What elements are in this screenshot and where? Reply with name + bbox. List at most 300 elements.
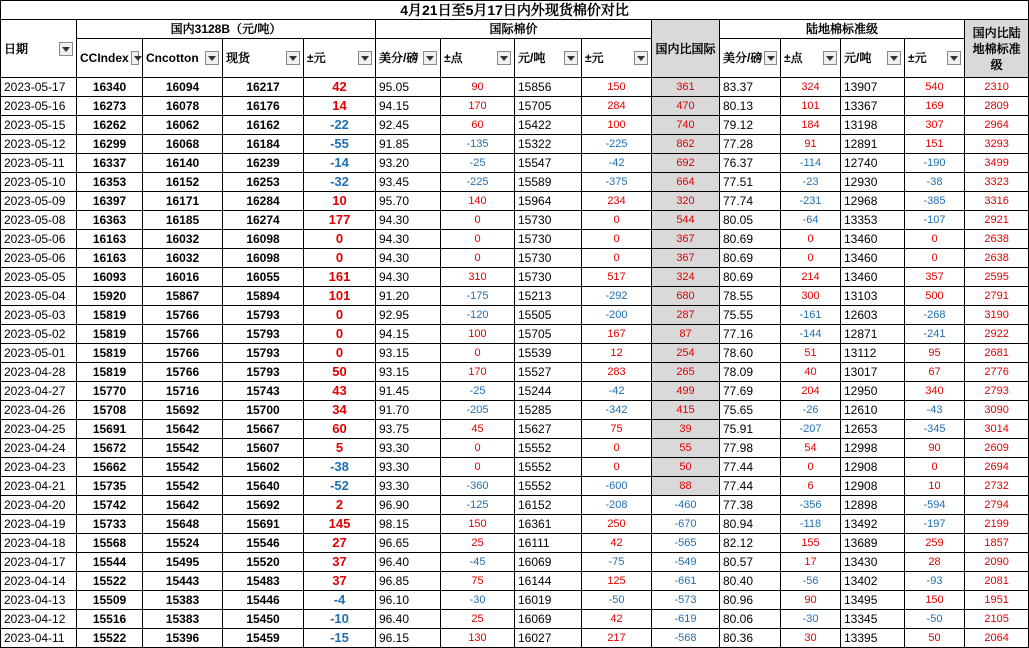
cell-land-change[interactable]: 307 [905, 116, 965, 135]
cell-ccindex[interactable]: 16337 [77, 154, 143, 173]
cell-domestic-vs-intl[interactable]: 55 [652, 439, 720, 458]
cell-land-points[interactable]: 40 [781, 363, 841, 382]
cell-land-cents[interactable]: 83.37 [720, 78, 781, 97]
cell-domestic-vs-intl[interactable]: -661 [652, 572, 720, 591]
cell-domestic-change[interactable]: 43 [304, 382, 376, 401]
cell-intl-points[interactable]: 100 [441, 325, 515, 344]
filter-dropdown-icon[interactable] [947, 51, 961, 65]
cell-land-change[interactable]: -38 [905, 173, 965, 192]
cell-intl-cents[interactable]: 94.30 [376, 230, 441, 249]
cell-land-change[interactable]: -345 [905, 420, 965, 439]
cell-domestic-vs-land[interactable]: 2081 [965, 572, 1029, 591]
cell-land-cents[interactable]: 77.69 [720, 382, 781, 401]
cell-cncotton[interactable]: 16185 [143, 211, 223, 230]
cell-intl-yuan[interactable]: 15730 [515, 211, 582, 230]
cell-cncotton[interactable]: 15766 [143, 325, 223, 344]
header-cncotton[interactable] [143, 39, 223, 78]
cell-ccindex[interactable]: 15819 [77, 306, 143, 325]
cell-intl-yuan[interactable]: 15964 [515, 192, 582, 211]
cell-intl-yuan[interactable]: 16111 [515, 534, 582, 553]
cell-land-change[interactable]: -241 [905, 325, 965, 344]
filter-dropdown-icon[interactable] [823, 51, 837, 65]
cell-spot[interactable]: 16284 [223, 192, 304, 211]
cell-intl-points[interactable]: -205 [441, 401, 515, 420]
cell-intl-change[interactable]: 75 [582, 420, 652, 439]
cell-land-change[interactable]: 500 [905, 287, 965, 306]
cell-date[interactable]: 2023-05-06 [1, 230, 77, 249]
cell-cncotton[interactable]: 16171 [143, 192, 223, 211]
cell-domestic-change[interactable]: 60 [304, 420, 376, 439]
cell-intl-yuan[interactable]: 16069 [515, 610, 582, 629]
cell-date[interactable]: 2023-04-23 [1, 458, 77, 477]
cell-land-points[interactable]: 214 [781, 268, 841, 287]
cell-domestic-change[interactable]: -55 [304, 135, 376, 154]
cell-date[interactable]: 2023-05-11 [1, 154, 77, 173]
cell-intl-points[interactable]: 0 [441, 344, 515, 363]
cell-intl-points[interactable]: 0 [441, 249, 515, 268]
cell-date[interactable]: 2023-05-04 [1, 287, 77, 306]
cell-intl-change[interactable]: 0 [582, 439, 652, 458]
cell-land-change[interactable]: 150 [905, 591, 965, 610]
cell-date[interactable]: 2023-04-12 [1, 610, 77, 629]
cell-cncotton[interactable]: 16094 [143, 78, 223, 97]
cell-intl-points[interactable]: 0 [441, 211, 515, 230]
cell-intl-cents[interactable]: 95.70 [376, 192, 441, 211]
cell-land-yuan[interactable]: 13345 [841, 610, 905, 629]
cell-date[interactable]: 2023-05-16 [1, 97, 77, 116]
cell-date[interactable]: 2023-05-05 [1, 268, 77, 287]
cell-cncotton[interactable]: 15542 [143, 458, 223, 477]
cell-land-yuan[interactable]: 13112 [841, 344, 905, 363]
cell-cncotton[interactable]: 16062 [143, 116, 223, 135]
cell-land-yuan[interactable]: 12610 [841, 401, 905, 420]
cell-land-change[interactable]: -594 [905, 496, 965, 515]
cell-land-cents[interactable]: 77.44 [720, 477, 781, 496]
cell-intl-yuan[interactable]: 15322 [515, 135, 582, 154]
cell-land-yuan[interactable]: 13103 [841, 287, 905, 306]
cell-domestic-vs-intl[interactable]: 664 [652, 173, 720, 192]
cell-land-yuan[interactable]: 13492 [841, 515, 905, 534]
cell-domestic-vs-land[interactable]: 3499 [965, 154, 1029, 173]
cell-intl-points[interactable]: 140 [441, 192, 515, 211]
cell-intl-points[interactable]: 130 [441, 629, 515, 648]
cell-land-yuan[interactable]: 12898 [841, 496, 905, 515]
cell-intl-yuan[interactable]: 16361 [515, 515, 582, 534]
cell-domestic-vs-intl[interactable]: 254 [652, 344, 720, 363]
cell-domestic-change[interactable]: 0 [304, 344, 376, 363]
cell-domestic-vs-intl[interactable]: -460 [652, 496, 720, 515]
cell-intl-yuan[interactable]: 16027 [515, 629, 582, 648]
header-land-points[interactable] [781, 39, 841, 78]
cell-domestic-vs-intl[interactable]: -568 [652, 629, 720, 648]
cell-land-yuan[interactable]: 12998 [841, 439, 905, 458]
cell-domestic-vs-intl[interactable]: 265 [652, 363, 720, 382]
cell-date[interactable]: 2023-05-15 [1, 116, 77, 135]
cell-intl-points[interactable]: -120 [441, 306, 515, 325]
cell-land-points[interactable]: 0 [781, 249, 841, 268]
cell-spot[interactable]: 15793 [223, 363, 304, 382]
cell-domestic-vs-intl[interactable]: 415 [652, 401, 720, 420]
cell-intl-yuan[interactable]: 15422 [515, 116, 582, 135]
cell-intl-change[interactable]: 234 [582, 192, 652, 211]
cell-intl-change[interactable]: -225 [582, 135, 652, 154]
header-intl-change[interactable] [582, 39, 652, 78]
cell-land-change[interactable]: -190 [905, 154, 965, 173]
cell-land-yuan[interactable]: 12908 [841, 458, 905, 477]
cell-intl-change[interactable]: 42 [582, 610, 652, 629]
cell-spot[interactable]: 15700 [223, 401, 304, 420]
cell-land-cents[interactable]: 76.37 [720, 154, 781, 173]
cell-ccindex[interactable]: 15662 [77, 458, 143, 477]
cell-domestic-change[interactable]: -32 [304, 173, 376, 192]
cell-intl-cents[interactable]: 96.65 [376, 534, 441, 553]
cell-land-change[interactable]: 0 [905, 230, 965, 249]
cell-cncotton[interactable]: 16078 [143, 97, 223, 116]
cell-date[interactable]: 2023-05-17 [1, 78, 77, 97]
header-intl-cents[interactable] [376, 39, 441, 78]
cell-intl-cents[interactable]: 94.30 [376, 249, 441, 268]
cell-domestic-change[interactable]: -22 [304, 116, 376, 135]
cell-intl-yuan[interactable]: 15589 [515, 173, 582, 192]
cell-ccindex[interactable]: 16363 [77, 211, 143, 230]
cell-intl-cents[interactable]: 95.05 [376, 78, 441, 97]
cell-intl-yuan[interactable]: 16019 [515, 591, 582, 610]
cell-cncotton[interactable]: 15495 [143, 553, 223, 572]
cell-cncotton[interactable]: 15766 [143, 344, 223, 363]
cell-date[interactable]: 2023-05-02 [1, 325, 77, 344]
cell-intl-points[interactable]: 90 [441, 78, 515, 97]
cell-domestic-vs-land[interactable]: 2310 [965, 78, 1029, 97]
cell-domestic-vs-land[interactable]: 2694 [965, 458, 1029, 477]
cell-intl-yuan[interactable]: 15244 [515, 382, 582, 401]
cell-date[interactable]: 2023-05-09 [1, 192, 77, 211]
header-intl-points[interactable] [441, 39, 515, 78]
cell-domestic-change[interactable]: 50 [304, 363, 376, 382]
cell-land-points[interactable]: 91 [781, 135, 841, 154]
cell-domestic-vs-land[interactable]: 2681 [965, 344, 1029, 363]
cell-domestic-vs-intl[interactable]: -670 [652, 515, 720, 534]
cell-date[interactable]: 2023-04-19 [1, 515, 77, 534]
cell-land-points[interactable]: -30 [781, 610, 841, 629]
cell-land-yuan[interactable]: 12653 [841, 420, 905, 439]
cell-intl-yuan[interactable]: 16069 [515, 553, 582, 572]
cell-land-change[interactable]: 90 [905, 439, 965, 458]
cell-intl-points[interactable]: 150 [441, 515, 515, 534]
cell-spot[interactable]: 15607 [223, 439, 304, 458]
cell-spot[interactable]: 15793 [223, 306, 304, 325]
cell-land-change[interactable]: 151 [905, 135, 965, 154]
cell-intl-change[interactable]: -375 [582, 173, 652, 192]
filter-dropdown-icon[interactable] [59, 42, 73, 56]
cell-date[interactable]: 2023-04-28 [1, 363, 77, 382]
cell-intl-yuan[interactable]: 15705 [515, 325, 582, 344]
cell-domestic-vs-intl[interactable]: -549 [652, 553, 720, 572]
cell-land-points[interactable]: -144 [781, 325, 841, 344]
cell-cncotton[interactable]: 15383 [143, 610, 223, 629]
cell-land-yuan[interactable]: 12891 [841, 135, 905, 154]
cell-land-cents[interactable]: 80.13 [720, 97, 781, 116]
cell-land-change[interactable]: 540 [905, 78, 965, 97]
cell-land-points[interactable]: 184 [781, 116, 841, 135]
header-ccindex[interactable] [77, 39, 143, 78]
filter-dropdown-icon[interactable] [286, 51, 300, 65]
cell-land-change[interactable]: 169 [905, 97, 965, 116]
cell-domestic-change[interactable]: 42 [304, 78, 376, 97]
cell-intl-points[interactable]: 0 [441, 230, 515, 249]
cell-land-cents[interactable]: 75.55 [720, 306, 781, 325]
filter-dropdown-icon[interactable] [131, 51, 139, 65]
cell-domestic-change[interactable]: 177 [304, 211, 376, 230]
cell-land-yuan[interactable]: 12950 [841, 382, 905, 401]
cell-land-cents[interactable]: 80.96 [720, 591, 781, 610]
cell-intl-change[interactable]: -292 [582, 287, 652, 306]
cell-intl-points[interactable]: 0 [441, 458, 515, 477]
cell-date[interactable]: 2023-05-08 [1, 211, 77, 230]
cell-intl-yuan[interactable]: 15856 [515, 78, 582, 97]
cell-land-cents[interactable]: 75.65 [720, 401, 781, 420]
cell-land-change[interactable]: 357 [905, 268, 965, 287]
cell-domestic-vs-land[interactable]: 3293 [965, 135, 1029, 154]
cell-intl-points[interactable]: 170 [441, 97, 515, 116]
header-date[interactable] [1, 20, 77, 78]
cell-domestic-vs-intl[interactable]: 680 [652, 287, 720, 306]
cell-spot[interactable]: 15793 [223, 344, 304, 363]
cell-land-change[interactable]: 259 [905, 534, 965, 553]
cell-intl-change[interactable]: 0 [582, 458, 652, 477]
cell-domestic-vs-intl[interactable]: 544 [652, 211, 720, 230]
cell-domestic-vs-land[interactable]: 3190 [965, 306, 1029, 325]
cell-domestic-vs-land[interactable]: 1951 [965, 591, 1029, 610]
cell-domestic-vs-intl[interactable]: 692 [652, 154, 720, 173]
cell-domestic-change[interactable]: -52 [304, 477, 376, 496]
cell-cncotton[interactable]: 15642 [143, 420, 223, 439]
cell-spot[interactable]: 15691 [223, 515, 304, 534]
cell-land-yuan[interactable]: 12871 [841, 325, 905, 344]
cell-land-yuan[interactable]: 12908 [841, 477, 905, 496]
cell-ccindex[interactable]: 16340 [77, 78, 143, 97]
cell-date[interactable]: 2023-04-20 [1, 496, 77, 515]
cell-domestic-vs-land[interactable]: 2064 [965, 629, 1029, 648]
cell-cncotton[interactable]: 15766 [143, 363, 223, 382]
cell-land-change[interactable]: 0 [905, 458, 965, 477]
cell-land-yuan[interactable]: 13402 [841, 572, 905, 591]
cell-domestic-vs-intl[interactable]: 740 [652, 116, 720, 135]
cell-land-cents[interactable]: 80.69 [720, 249, 781, 268]
cell-intl-change[interactable]: 217 [582, 629, 652, 648]
cell-domestic-change[interactable]: 0 [304, 249, 376, 268]
cell-ccindex[interactable]: 16262 [77, 116, 143, 135]
cell-intl-points[interactable]: -125 [441, 496, 515, 515]
cell-ccindex[interactable]: 15819 [77, 325, 143, 344]
cell-intl-points[interactable]: -360 [441, 477, 515, 496]
cell-land-yuan[interactable]: 13017 [841, 363, 905, 382]
cell-cncotton[interactable]: 15642 [143, 496, 223, 515]
cell-land-points[interactable]: 0 [781, 230, 841, 249]
cell-land-points[interactable]: 6 [781, 477, 841, 496]
cell-intl-points[interactable]: -45 [441, 553, 515, 572]
cell-cncotton[interactable]: 16068 [143, 135, 223, 154]
cell-intl-cents[interactable]: 93.30 [376, 439, 441, 458]
cell-intl-yuan[interactable]: 15730 [515, 249, 582, 268]
filter-dropdown-icon[interactable] [497, 51, 511, 65]
cell-spot[interactable]: 16098 [223, 249, 304, 268]
cell-domestic-vs-intl[interactable]: 862 [652, 135, 720, 154]
cell-land-cents[interactable]: 82.12 [720, 534, 781, 553]
cell-intl-cents[interactable]: 94.15 [376, 97, 441, 116]
cell-intl-change[interactable]: -208 [582, 496, 652, 515]
cell-spot[interactable]: 15546 [223, 534, 304, 553]
cell-land-points[interactable]: 155 [781, 534, 841, 553]
cell-intl-cents[interactable]: 96.40 [376, 610, 441, 629]
cell-date[interactable]: 2023-05-01 [1, 344, 77, 363]
cell-land-points[interactable]: -118 [781, 515, 841, 534]
cell-domestic-vs-land[interactable]: 3014 [965, 420, 1029, 439]
cell-land-points[interactable]: 54 [781, 439, 841, 458]
cell-land-change[interactable]: -268 [905, 306, 965, 325]
cell-land-yuan[interactable]: 13353 [841, 211, 905, 230]
cell-intl-cents[interactable]: 94.30 [376, 268, 441, 287]
cell-land-points[interactable]: 51 [781, 344, 841, 363]
cell-spot[interactable]: 16176 [223, 97, 304, 116]
cell-intl-change[interactable]: 0 [582, 249, 652, 268]
cell-domestic-vs-land[interactable]: 1857 [965, 534, 1029, 553]
cell-land-points[interactable]: -356 [781, 496, 841, 515]
cell-land-yuan[interactable]: 12740 [841, 154, 905, 173]
cell-land-yuan[interactable]: 13460 [841, 268, 905, 287]
cell-land-cents[interactable]: 77.44 [720, 458, 781, 477]
cell-domestic-vs-land[interactable]: 2199 [965, 515, 1029, 534]
cell-ccindex[interactable]: 15819 [77, 363, 143, 382]
cell-land-yuan[interactable]: 12930 [841, 173, 905, 192]
filter-dropdown-icon[interactable] [887, 51, 901, 65]
cell-domestic-change[interactable]: -14 [304, 154, 376, 173]
cell-spot[interactable]: 16055 [223, 268, 304, 287]
cell-intl-yuan[interactable]: 15285 [515, 401, 582, 420]
cell-land-change[interactable]: -43 [905, 401, 965, 420]
cell-intl-cents[interactable]: 98.15 [376, 515, 441, 534]
cell-domestic-change[interactable]: 14 [304, 97, 376, 116]
filter-dropdown-icon[interactable] [423, 51, 437, 65]
cell-intl-yuan[interactable]: 15552 [515, 477, 582, 496]
cell-land-yuan[interactable]: 13395 [841, 629, 905, 648]
cell-land-points[interactable]: 90 [781, 591, 841, 610]
cell-domestic-change[interactable]: 37 [304, 572, 376, 591]
header-domestic-change[interactable] [304, 39, 376, 78]
cell-ccindex[interactable]: 16163 [77, 230, 143, 249]
cell-intl-cents[interactable]: 96.90 [376, 496, 441, 515]
cell-cncotton[interactable]: 16016 [143, 268, 223, 287]
cell-cncotton[interactable]: 15716 [143, 382, 223, 401]
cell-land-yuan[interactable]: 13198 [841, 116, 905, 135]
header-spot[interactable] [223, 39, 304, 78]
header-intl-yuan[interactable] [515, 39, 582, 78]
cell-land-yuan[interactable]: 13495 [841, 591, 905, 610]
sheet-title[interactable]: 4月21日至5月17日内外现货棉价对比 [1, 1, 1029, 20]
cell-intl-points[interactable]: 60 [441, 116, 515, 135]
cell-intl-change[interactable]: 250 [582, 515, 652, 534]
cell-land-change[interactable]: -50 [905, 610, 965, 629]
cell-date[interactable]: 2023-04-26 [1, 401, 77, 420]
cell-intl-points[interactable]: 45 [441, 420, 515, 439]
cell-land-points[interactable]: -56 [781, 572, 841, 591]
header-land-cents[interactable] [720, 39, 781, 78]
cell-spot[interactable]: 15483 [223, 572, 304, 591]
cell-ccindex[interactable]: 15708 [77, 401, 143, 420]
header-land-yuan[interactable] [841, 39, 905, 78]
cell-date[interactable]: 2023-04-24 [1, 439, 77, 458]
cell-intl-change[interactable]: -200 [582, 306, 652, 325]
cell-cncotton[interactable]: 15542 [143, 477, 223, 496]
cell-land-change[interactable]: -385 [905, 192, 965, 211]
cell-spot[interactable]: 15602 [223, 458, 304, 477]
header-domestic-vs-land[interactable]: 国内比陆地棉标准级 [965, 20, 1029, 78]
cell-domestic-vs-land[interactable]: 2964 [965, 116, 1029, 135]
cell-intl-yuan[interactable]: 15705 [515, 97, 582, 116]
cell-land-change[interactable]: 10 [905, 477, 965, 496]
cell-spot[interactable]: 15459 [223, 629, 304, 648]
cell-land-yuan[interactable]: 12968 [841, 192, 905, 211]
cell-domestic-vs-intl[interactable]: 470 [652, 97, 720, 116]
cell-intl-yuan[interactable]: 15627 [515, 420, 582, 439]
cell-intl-change[interactable]: -75 [582, 553, 652, 572]
cell-domestic-vs-land[interactable]: 2791 [965, 287, 1029, 306]
cell-domestic-vs-land[interactable]: 2794 [965, 496, 1029, 515]
cell-land-change[interactable]: -107 [905, 211, 965, 230]
cell-cncotton[interactable]: 15867 [143, 287, 223, 306]
cell-cncotton[interactable]: 16152 [143, 173, 223, 192]
filter-dropdown-icon[interactable] [205, 51, 219, 65]
cell-domestic-vs-land[interactable]: 2809 [965, 97, 1029, 116]
cell-cncotton[interactable]: 15383 [143, 591, 223, 610]
cell-spot[interactable]: 15446 [223, 591, 304, 610]
cell-domestic-change[interactable]: 161 [304, 268, 376, 287]
cell-intl-change[interactable]: 284 [582, 97, 652, 116]
cell-domestic-vs-land[interactable]: 2776 [965, 363, 1029, 382]
cell-land-cents[interactable]: 77.74 [720, 192, 781, 211]
cell-domestic-vs-intl[interactable]: 361 [652, 78, 720, 97]
cell-ccindex[interactable]: 15742 [77, 496, 143, 515]
cell-land-cents[interactable]: 77.38 [720, 496, 781, 515]
cell-intl-cents[interactable]: 91.20 [376, 287, 441, 306]
cell-intl-change[interactable]: -42 [582, 154, 652, 173]
cell-domestic-vs-land[interactable]: 2732 [965, 477, 1029, 496]
cell-spot[interactable]: 15520 [223, 553, 304, 572]
cell-cncotton[interactable]: 15524 [143, 534, 223, 553]
cell-intl-change[interactable]: 42 [582, 534, 652, 553]
cell-ccindex[interactable]: 16353 [77, 173, 143, 192]
cell-intl-cents[interactable]: 96.10 [376, 591, 441, 610]
cell-intl-points[interactable]: -25 [441, 382, 515, 401]
cell-intl-points[interactable]: 75 [441, 572, 515, 591]
cell-date[interactable]: 2023-04-17 [1, 553, 77, 572]
cell-ccindex[interactable]: 15672 [77, 439, 143, 458]
cell-domestic-vs-land[interactable]: 3316 [965, 192, 1029, 211]
cell-land-points[interactable]: -161 [781, 306, 841, 325]
cell-intl-points[interactable]: -175 [441, 287, 515, 306]
cell-land-change[interactable]: 67 [905, 363, 965, 382]
cell-intl-cents[interactable]: 91.70 [376, 401, 441, 420]
cell-domestic-vs-land[interactable]: 2105 [965, 610, 1029, 629]
cell-date[interactable]: 2023-05-06 [1, 249, 77, 268]
cell-land-points[interactable]: 17 [781, 553, 841, 572]
cell-intl-cents[interactable]: 96.15 [376, 629, 441, 648]
cell-domestic-vs-intl[interactable]: 499 [652, 382, 720, 401]
cell-intl-cents[interactable]: 93.20 [376, 154, 441, 173]
cell-cncotton[interactable]: 16140 [143, 154, 223, 173]
cell-cncotton[interactable]: 15443 [143, 572, 223, 591]
cell-land-points[interactable]: -64 [781, 211, 841, 230]
cell-intl-change[interactable]: 517 [582, 268, 652, 287]
